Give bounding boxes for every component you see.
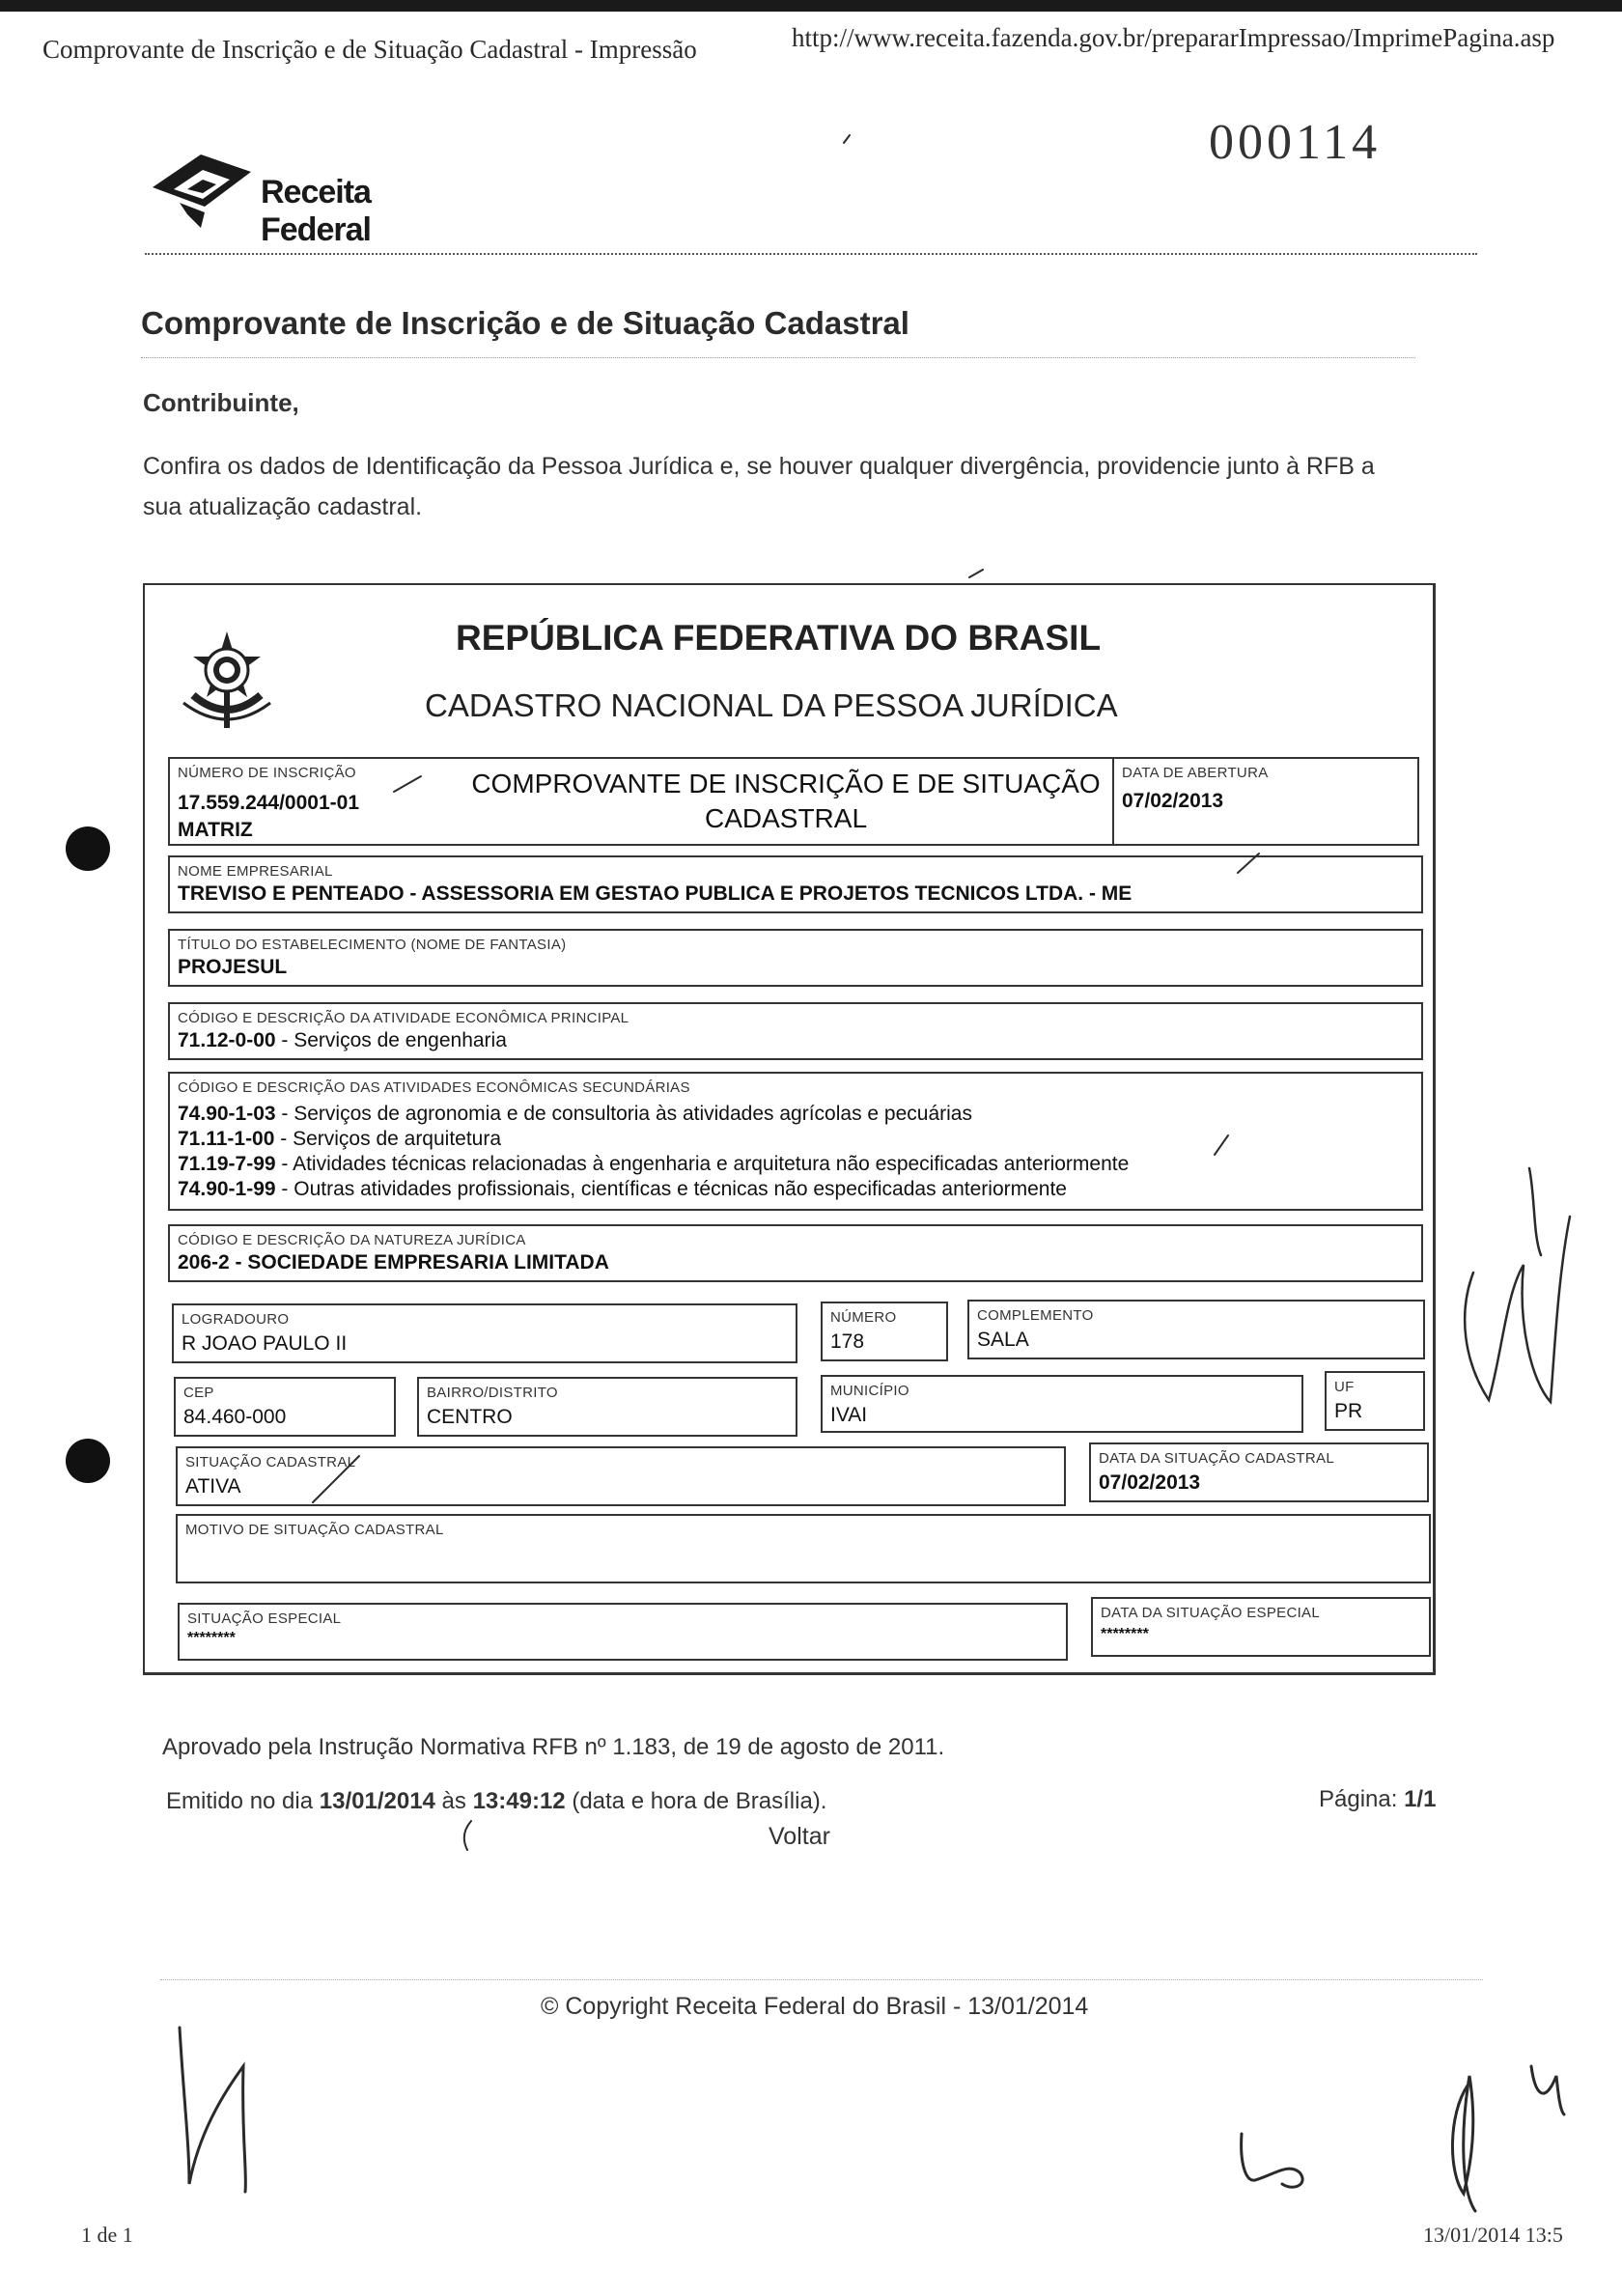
estabelecimento-type: MATRIZ [178,819,253,841]
numero-value: 178 [830,1330,865,1353]
situacao-especial-value: ******** [187,1630,236,1646]
stamp-number: 000114 [1209,115,1382,170]
uf-value: PR [1334,1400,1363,1422]
atividade-code: 71.11-1-00 [178,1128,275,1150]
complemento-value: SALA [977,1329,1029,1351]
field-label: LOGRADOURO [182,1311,290,1328]
certificate-subtitle: CADASTRO NACIONAL DA PESSOA JURÍDICA [425,687,1118,723]
field-label: CÓDIGO E DESCRIÇÃO DA ATIVIDADE ECONÔMICA PRINCIPAL [178,1010,629,1026]
field-label: COMPLEMENTO [977,1307,1094,1324]
field-label: NOME EMPRESARIAL [178,863,333,880]
signature-mark [180,2028,245,2192]
field-label: DATA DE ABERTURA [1122,765,1269,781]
field-label: SITUAÇÃO CADASTRAL [185,1454,356,1470]
field-label: MOTIVO DE SITUAÇÃO CADASTRAL [185,1522,444,1538]
check-mark [969,570,983,577]
pagina-value: 1/1 [1404,1786,1437,1812]
field-label: DATA DA SITUAÇÃO CADASTRAL [1099,1450,1334,1467]
greeting: Contribuinte, [143,388,299,417]
emitido-prefix: Emitido no dia [166,1788,320,1814]
field-label: CÓDIGO E DESCRIÇÃO DA NATUREZA JURÍDICA [178,1232,526,1248]
check-mark [313,1456,359,1502]
aprovado-text: Aprovado pela Instrução Normativa RFB nº 1.183, de 19 de agosto de 2011. [162,1734,945,1760]
atividade-desc: - Atividades técnicas relacionadas à engenharia e arquitetura não especificadas anteriormente [275,1153,1130,1175]
pagina-label: Página: [1319,1786,1405,1812]
atividade-desc: - Serviços de arquitetura [274,1128,502,1150]
nome-empresarial-value: TREVISO E PENTEADO - ASSESSORIA EM GESTAO PUBLICA E PROJETOS TECNICOS LTDA. - ME [178,882,1133,905]
field-label: SITUAÇÃO ESPECIAL [187,1610,342,1627]
field-label: NÚMERO [830,1309,897,1326]
emitido-time: 13:49:12 [472,1788,566,1814]
certificate-title: REPÚBLICA FEDERATIVA DO BRASIL [456,618,1102,658]
data-situacao-cadastral-value: 07/02/2013 [1099,1471,1201,1494]
situacao-cadastral-value: ATIVA [185,1475,241,1498]
print-header-title: Comprovante de Inscrição e de Situação Cadastral - Impressão [42,35,697,64]
intro-text: Confira os dados de Identificação da Pessoa Jurídica e, se houver qualquer divergência, providencie junto à RFB a sua atualização cadastral. [143,453,1375,520]
natureza-juridica-value: 206-2 - SOCIEDADE EMPRESARIA LIMITADA [178,1251,609,1274]
signature-mark [1242,2134,1303,2187]
check-mark [394,776,421,792]
numero-inscricao-value: 17.559.244/0001-01 [178,792,360,814]
data-situacao-especial-value: ******** [1101,1626,1149,1642]
signature-mark [1452,2076,1475,2211]
field-label: BAIRRO/DISTRITO [427,1385,558,1401]
page-title: Comprovante de Inscrição e de Situação Cadastral [141,305,909,341]
signature-mark [1531,2066,1564,2114]
print-header-url: http://www.receita.fazenda.gov.br/prepararImpressao/ImprimePagina.asp [792,23,1555,52]
atividade-code: 71.12-0-00 [178,1029,276,1051]
field-label: CÓDIGO E DESCRIÇÃO DAS ATIVIDADES ECONÔMICAS SECUNDÁRIAS [178,1079,690,1096]
field-label: NÚMERO DE INSCRIÇÃO [178,765,356,781]
signature-mark [1529,1168,1541,1255]
data-abertura-value: 07/02/2013 [1122,790,1224,812]
check-mark [1238,854,1259,873]
check-mark [464,1821,471,1850]
field-label: UF [1334,1379,1355,1395]
voltar-link[interactable]: Voltar [769,1823,830,1850]
emitido-date: 13/01/2014 [319,1788,435,1814]
atividade-desc: - Outras atividades profissionais, científicas e técnicas não especificadas anteriormente [275,1178,1067,1200]
logradouro-value: R JOAO PAULO II [182,1332,348,1355]
emitido-mid: às [434,1788,473,1814]
check-mark [1215,1135,1228,1155]
atividade-code: 71.19-7-99 [178,1153,276,1175]
print-footer-page: 1 de 1 [81,2223,133,2247]
bairro-value: CENTRO [427,1406,513,1428]
field-label: DATA DA SITUAÇÃO ESPECIAL [1101,1605,1321,1621]
cep-value: 84.460-000 [183,1406,287,1428]
atividade-code: 74.90-1-03 [178,1103,276,1125]
emitido-suffix: (data e hora de Brasília). [565,1788,827,1814]
titulo-estabelecimento-value: PROJESUL [178,956,288,978]
atividade-desc: - Serviços de engenharia [275,1029,507,1051]
signature-mark [1465,1217,1570,1402]
logo-text: Receita Federal [261,174,371,248]
atividade-desc: - Serviços de agronomia e de consultoria às atividades agrícolas e pecuárias [275,1103,972,1125]
comprovante-title: COMPROVANTE DE INSCRIÇÃO E DE SITUAÇÃO CADASTRAL [471,769,1101,833]
print-footer-datetime: 13/01/2014 13:5 [1423,2223,1563,2247]
stamp-mark [844,135,850,143]
atividade-code: 74.90-1-99 [178,1178,276,1200]
municipio-value: IVAI [830,1404,868,1426]
field-label: TÍTULO DO ESTABELECIMENTO (NOME DE FANTASIA) [178,937,567,953]
copyright-text: © Copyright Receita Federal do Brasil - 13/01/2014 [541,1993,1089,2020]
field-label: CEP [183,1385,214,1401]
field-label: MUNICÍPIO [830,1383,909,1399]
